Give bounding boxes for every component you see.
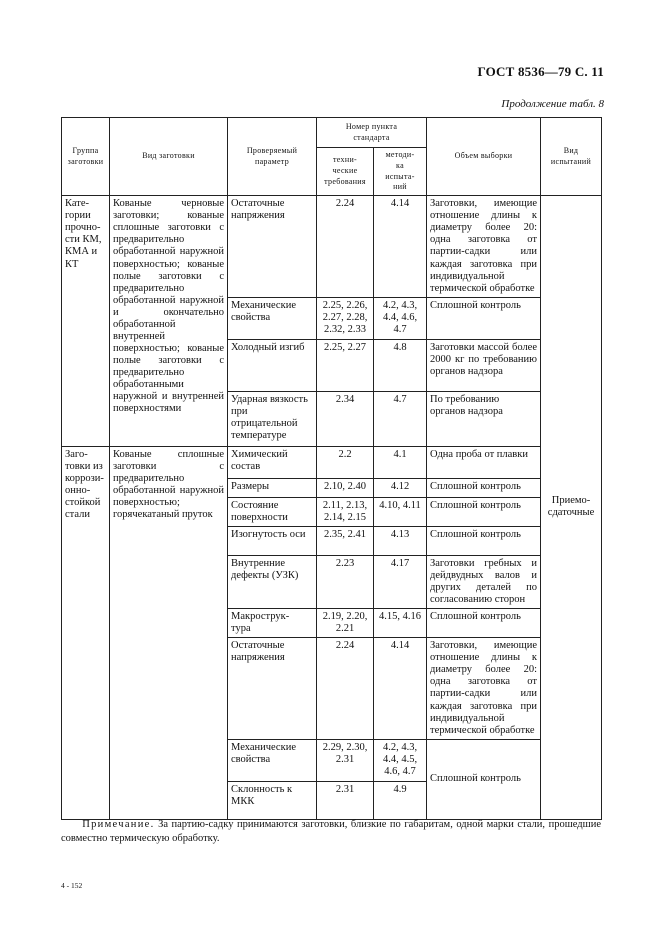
param-cell: Состояние поверхности xyxy=(228,497,317,526)
note-text: За партию-садку принимаются заготовки, близкие по габаритам, одной марки стали, прошедшие совместно термическую обработку. xyxy=(61,819,602,844)
header-sample: Объем выборки xyxy=(427,118,541,196)
tech-cell: 2.2 xyxy=(317,446,374,478)
sample-cell: Сплошной контроль xyxy=(427,739,541,819)
method-cell: 4.13 xyxy=(374,526,427,555)
table-continuation: Продолжение табл. 8 xyxy=(501,98,604,110)
header-param: Проверяемый параметр xyxy=(228,118,317,196)
inspection-table xyxy=(61,117,602,820)
sample-cell: Сплошной контроль xyxy=(427,497,541,526)
method-cell: 4.17 xyxy=(374,555,427,608)
method-cell: 4.7 xyxy=(374,391,427,446)
header-tech: техни- ческие требования xyxy=(317,148,374,196)
page-footer: 4 - 152 xyxy=(61,881,83,890)
tech-cell: 2.34 xyxy=(317,391,374,446)
header-clause: Номер пункта стандарта xyxy=(317,118,427,148)
type-cell: Кованые черновые заготовки; кованые сплошные заготовки с предварительно обработанной наружной поверхностью; кованые полые заготовки с предварительно обработанной наружной и окончательно обработанной внутренней поверхностью; кованые полые заготовки с предварительно обработанными наружной и внутренней поверхностями xyxy=(110,196,228,447)
group-cell: Кате- гории прочно- сти КМ, КМА и КТ xyxy=(62,196,110,447)
method-cell: 4.2, 4.3, 4.4, 4.5, 4.6, 4.7 xyxy=(374,739,427,781)
method-cell: 4.14 xyxy=(374,196,427,298)
param-cell: Склонность к МКК xyxy=(228,781,317,819)
param-cell: Изогнутость оси xyxy=(228,526,317,555)
sample-cell: Одна проба от плавки xyxy=(427,446,541,478)
method-cell: 4.15, 4.16 xyxy=(374,609,427,638)
method-cell: 4.8 xyxy=(374,339,427,391)
table-row xyxy=(62,196,602,298)
sample-cell: Сплошной контроль xyxy=(427,297,541,339)
param-cell: Ударная вязкость при отрицательной температуре xyxy=(228,391,317,446)
tech-cell: 2.25, 2.26, 2.27, 2.28, 2.32, 2.33 xyxy=(317,297,374,339)
sample-cell: Заготовки гребных и дейдвудных валов и других деталей по согласованию сторон xyxy=(427,555,541,608)
param-cell: Механические свойства xyxy=(228,297,317,339)
tech-cell: 2.11, 2.13, 2.14, 2.15 xyxy=(317,497,374,526)
tech-cell: 2.35, 2.41 xyxy=(317,526,374,555)
param-cell: Макрострук- тура xyxy=(228,609,317,638)
param-cell: Внутренние дефекты (УЗК) xyxy=(228,555,317,608)
test-kind-cell: Приемо- сдаточные xyxy=(541,196,602,820)
tech-cell: 2.24 xyxy=(317,196,374,298)
sample-cell: По требованию органов надзора xyxy=(427,391,541,446)
method-cell: 4.9 xyxy=(374,781,427,819)
type-cell: Кованые сплошные заготовки с предварительно обработанной наружной поверхностью; горячекатаный пруток xyxy=(110,446,228,819)
tech-cell: 2.31 xyxy=(317,781,374,819)
tech-cell: 2.19, 2.20, 2.21 xyxy=(317,609,374,638)
param-cell: Механические свойства xyxy=(228,739,317,781)
header-test: Вид испытаний xyxy=(541,118,602,196)
param-cell: Размеры xyxy=(228,478,317,497)
page-header: ГОСТ 8536—79 С. 11 xyxy=(477,64,604,79)
table-note xyxy=(61,818,601,845)
header-methods: методи- ка испыта- ний xyxy=(374,148,427,196)
param-cell: Холодный изгиб xyxy=(228,339,317,391)
method-cell: 4.2, 4.3, 4.4, 4.6, 4.7 xyxy=(374,297,427,339)
header-type: Вид заготовки xyxy=(110,118,228,196)
sample-cell: Заготовки, имеющие отношение длины к диаметру более 20: одна заготовка от партии-садки или каждая заготовка при индивидуальной термической обработке xyxy=(427,196,541,298)
tech-cell: 2.25, 2.27 xyxy=(317,339,374,391)
sample-cell: Заготовки массой более 2000 кг по требованию органов надзора xyxy=(427,339,541,391)
sample-cell: Сплошной контроль xyxy=(427,526,541,555)
tech-cell: 2.10, 2.40 xyxy=(317,478,374,497)
sample-cell: Сплошной контроль xyxy=(427,478,541,497)
tech-cell: 2.23 xyxy=(317,555,374,608)
param-cell: Остаточные напряжения xyxy=(228,196,317,298)
method-cell: 4.10, 4.11 xyxy=(374,497,427,526)
sample-cell: Заготовки, имеющие отношение длины к диаметру более 20: одна заготовка от партии-садки или каждая заготовка при индивидуальной термической обработке xyxy=(427,638,541,740)
note-label: Примечание. xyxy=(82,819,155,830)
tech-cell: 2.24 xyxy=(317,638,374,740)
method-cell: 4.1 xyxy=(374,446,427,478)
sample-cell: Сплошной контроль xyxy=(427,609,541,638)
header-group: Группа заготовки xyxy=(62,118,110,196)
param-cell: Химический состав xyxy=(228,446,317,478)
table-row xyxy=(62,446,602,478)
method-cell: 4.12 xyxy=(374,478,427,497)
group-cell: Заго- товки из коррози- онно- стойкой стали xyxy=(62,446,110,819)
param-cell: Остаточные напряжения xyxy=(228,638,317,740)
tech-cell: 2.29, 2.30, 2.31 xyxy=(317,739,374,781)
method-cell: 4.14 xyxy=(374,638,427,740)
